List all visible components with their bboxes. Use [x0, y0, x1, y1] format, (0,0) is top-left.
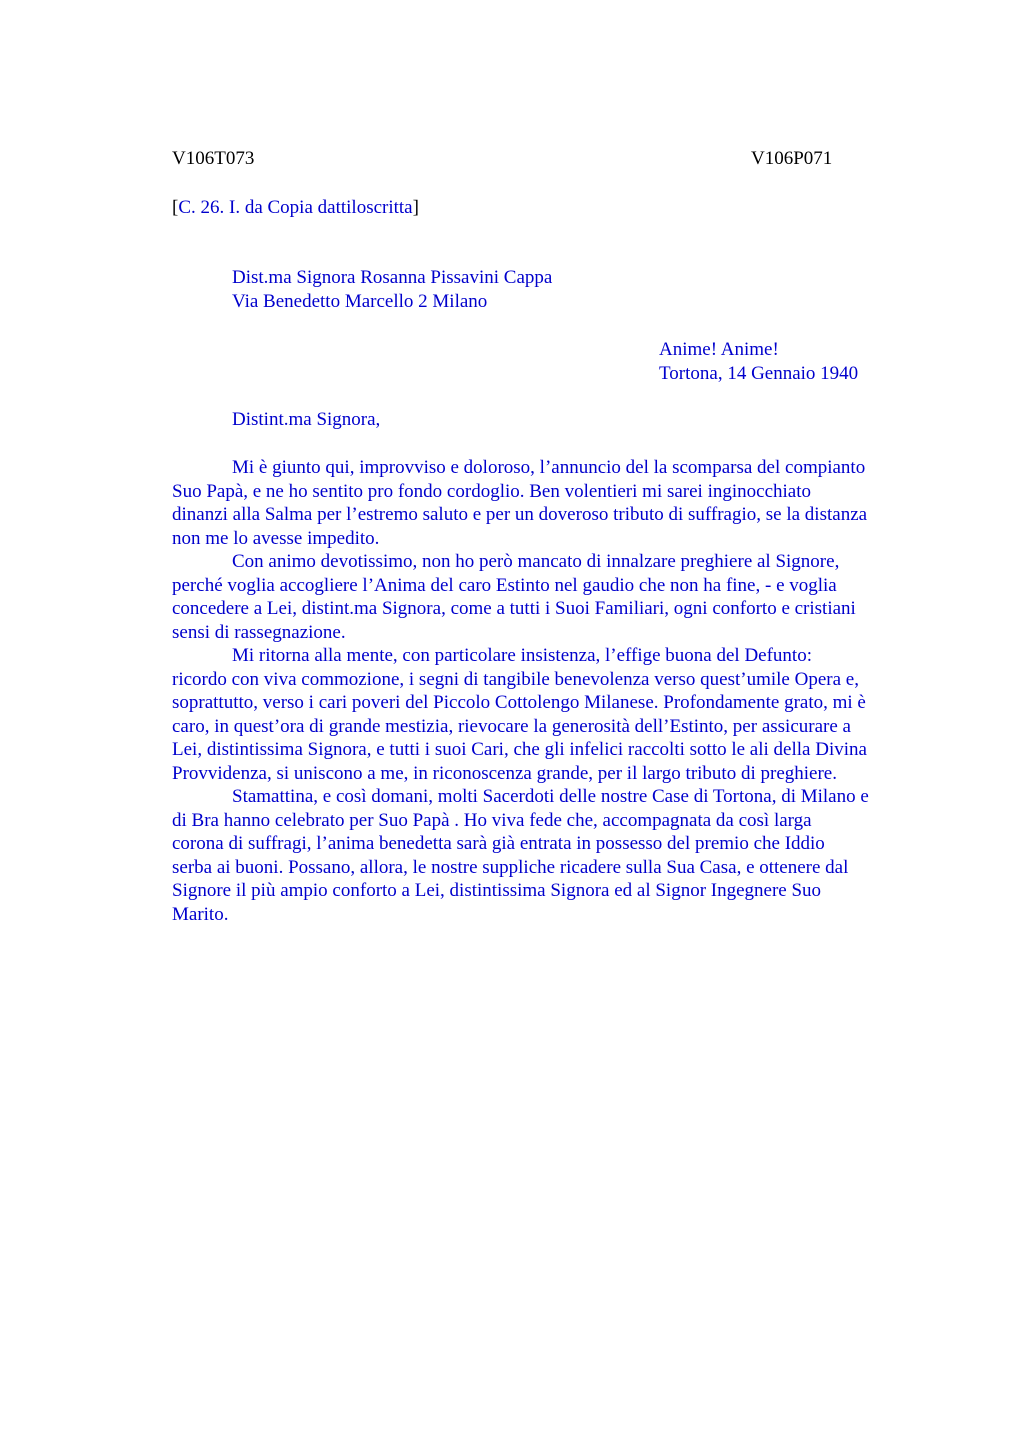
paragraph-line: Marito. [172, 903, 229, 925]
paragraph-line: Suo Papà, e ne ho sentito pro fondo cordoglio. Ben volentieri mi sarei inginocchiato [172, 480, 812, 502]
paragraph-line: concedere a Lei, distint.ma Signora, come a tutti i Suoi Familiari, ogni conforto e cristiani [172, 598, 856, 619]
paragraph-2 [172, 550, 932, 644]
paragraph-line: soprattutto, verso i cari poveri del Piccolo Cottolengo Milanese. Profondamente grato, mi è [172, 692, 866, 713]
paragraph-line: Con animo devotissimo, non ho però mancato di innalzare preghiere al Signore, [232, 551, 840, 572]
dateline-place-date: Tortona, 14 Gennaio 1940 [659, 363, 859, 384]
source-note-close-bracket: ] [412, 197, 419, 218]
recipient-address: Via Benedetto Marcello 2 Milano [232, 291, 488, 312]
document-code-right: V106P071 [751, 148, 833, 169]
paragraph-line: sensi di rassegnazione. [172, 621, 346, 643]
paragraph-line: non me lo avesse impedito. [172, 527, 380, 549]
paragraph-3 [172, 644, 932, 785]
paragraph-line: serba ai buoni. Possano, allora, le nostre suppliche ricadere sulla Sua Casa, e ottenere dal [172, 856, 849, 878]
paragraph-line: Provvidenza, si uniscono a me, in riconoscenza grande, per il largo tributo di preghiere. [172, 762, 837, 784]
paragraph-line: caro, in quest’ora di grande mestizia, rievocare la generosità dell’Estinto, per assicurare a [172, 715, 851, 737]
paragraph-4 [172, 785, 932, 926]
paragraph-line: Signore il più ampio conforto a Lei, distintissima Signora ed al Signor Ingegnere Suo [172, 880, 822, 901]
source-note-text: C. 26. I. da Copia dattiloscritta [178, 197, 413, 218]
paragraph-line: Stamattina, e così domani, molti Sacerdoti delle nostre Case di Tortona, di Milano e [232, 786, 869, 807]
source-note-open-bracket: [ [172, 197, 179, 218]
paragraph-line: dinanzi alla Salma per l’estremo saluto e per un doveroso tributo di suffragio, se la distanza [172, 504, 868, 525]
source-note [172, 196, 419, 220]
paragraph-line: perché voglia accogliere l’Anima del caro Estinto nel gaudio che non ha fine, - e voglia [172, 574, 837, 596]
salutation: Distint.ma Signora, [232, 409, 381, 430]
paragraph-line: Mi è giunto qui, improvviso e doloroso, l’annuncio del la scomparsa del compianto [232, 457, 866, 478]
letter-body [172, 456, 932, 926]
dateline-motto: Anime! Anime! [659, 339, 779, 360]
paragraph-line: corona di suffragi, l’anima benedetta sarà già entrata in possesso del premio che Iddio [172, 833, 825, 854]
paragraph-line: Mi ritorna alla mente, con particolare insistenza, l’effige buona del Defunto: [232, 645, 812, 666]
paragraph-line: Lei, distintissima Signora, e tutti i suoi Cari, che gli infelici raccolti sotto le ali della Divina [172, 739, 867, 760]
document-code-left: V106T073 [172, 148, 255, 169]
recipient-name: Dist.ma Signora Rosanna Pissavini Cappa [232, 267, 553, 288]
paragraph-1 [172, 456, 932, 550]
paragraph-line: di Bra hanno celebrato per Suo Papà . Ho viva fede che, accompagnata da così larga [172, 809, 812, 831]
paragraph-line: ricordo con viva commozione, i segni di tangibile benevolenza verso quest’umile Opera e, [172, 668, 859, 690]
